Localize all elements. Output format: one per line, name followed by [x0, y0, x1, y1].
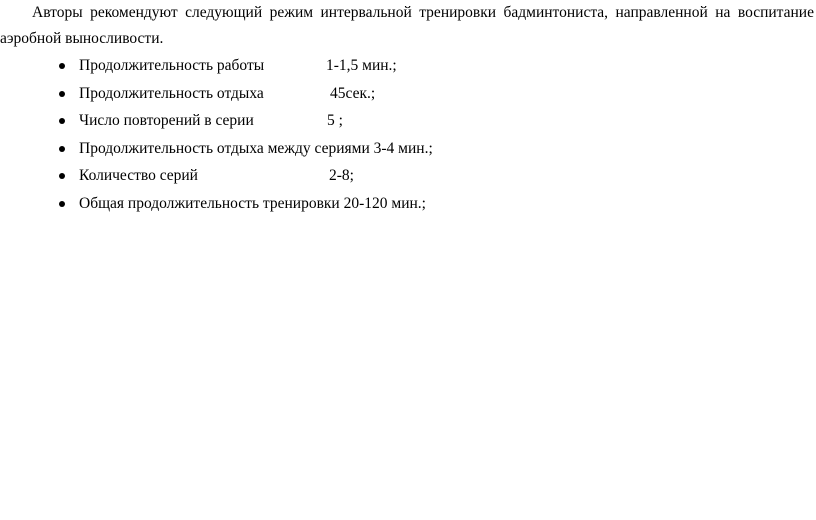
item-label: Число повторений в серии — [79, 112, 254, 129]
item-value: 45сек.; — [330, 84, 376, 102]
item-label: Продолжительность отдыха между сериями 3-4 мин.; — [79, 139, 433, 157]
bullet-icon — [59, 146, 65, 152]
intro-paragraph: Авторы рекомендуют следующий режим интервальной тренировки бадминтониста, направленной на воспитание аэробной выносливости. — [0, 4, 814, 47]
item-value: 2-8; — [329, 167, 354, 184]
item-label: Продолжительность отдыха — [79, 84, 264, 102]
bullet-icon — [59, 91, 65, 97]
bullet-icon — [59, 173, 65, 179]
item-value: 5 ; — [327, 112, 343, 129]
item-label: Общая продолжительность тренировки 20-120 мин.; — [79, 194, 426, 212]
item-label: Количество серий — [79, 167, 198, 184]
item-value: 1-1,5 мин.; — [326, 57, 397, 74]
bullet-icon — [59, 201, 65, 207]
bullet-icon — [59, 118, 65, 124]
item-label: Продолжительность работы — [79, 57, 265, 74]
bullet-icon — [59, 63, 65, 69]
